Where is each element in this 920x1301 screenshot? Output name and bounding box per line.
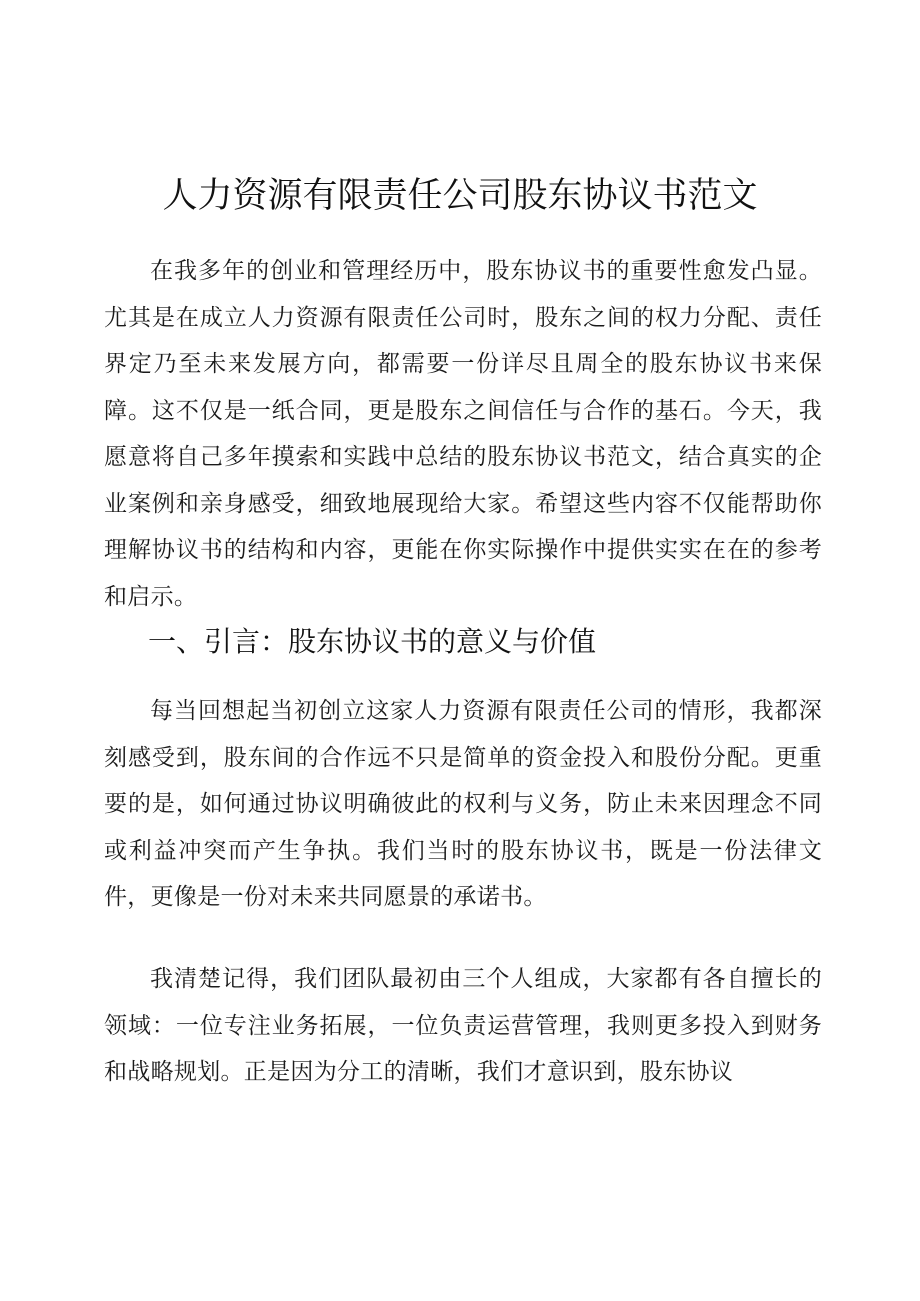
section-paragraph-1: 每当回想起当初创立这家人力资源有限责任公司的情形，我都深刻感受到，股东间的合作远不只是简单的资金投入和股份分配。更重要的是，如何通过协议明确彼此的权利与义务，防止未来因理念不同或利益冲突而产生争执。我们当时的股东协议书，既是一份法律文件，更像是一份对未来共同愿景的承诺书。	[104, 698, 822, 910]
document-title: 人力资源有限责任公司股东协议书范文	[162, 176, 758, 216]
section-paragraph-2: 我清楚记得，我们团队最初由三个人组成，大家都有各自擅长的领域：一位专注业务拓展，一位负责运营管理，我则更多投入到财务和战略规划。正是因为分工的清晰，我们才意识到，股东协议	[104, 966, 822, 1085]
section-heading: 一、引言：股东协议书的意义与价值	[148, 625, 597, 658]
intro-paragraph: 在我多年的创业和管理经历中，股东协议书的重要性愈发凸显。尤其是在成立人力资源有限责任公司时，股东之间的权力分配、责任界定乃至未来发展方向，都需要一份详尽且周全的股东协议书来保障。这不仅是一纸合同，更是股东之间信任与合作的基石。今天，我愿意将自己多年摸索和实践中总结的股东协议书范文，结合真实的企业案例和亲身感受，细致地展现给大家。希望这些内容不仅能帮助你理解协议书的结构和内容，更能在你实际操作中提供实实在在的参考和启示。	[104, 258, 822, 610]
